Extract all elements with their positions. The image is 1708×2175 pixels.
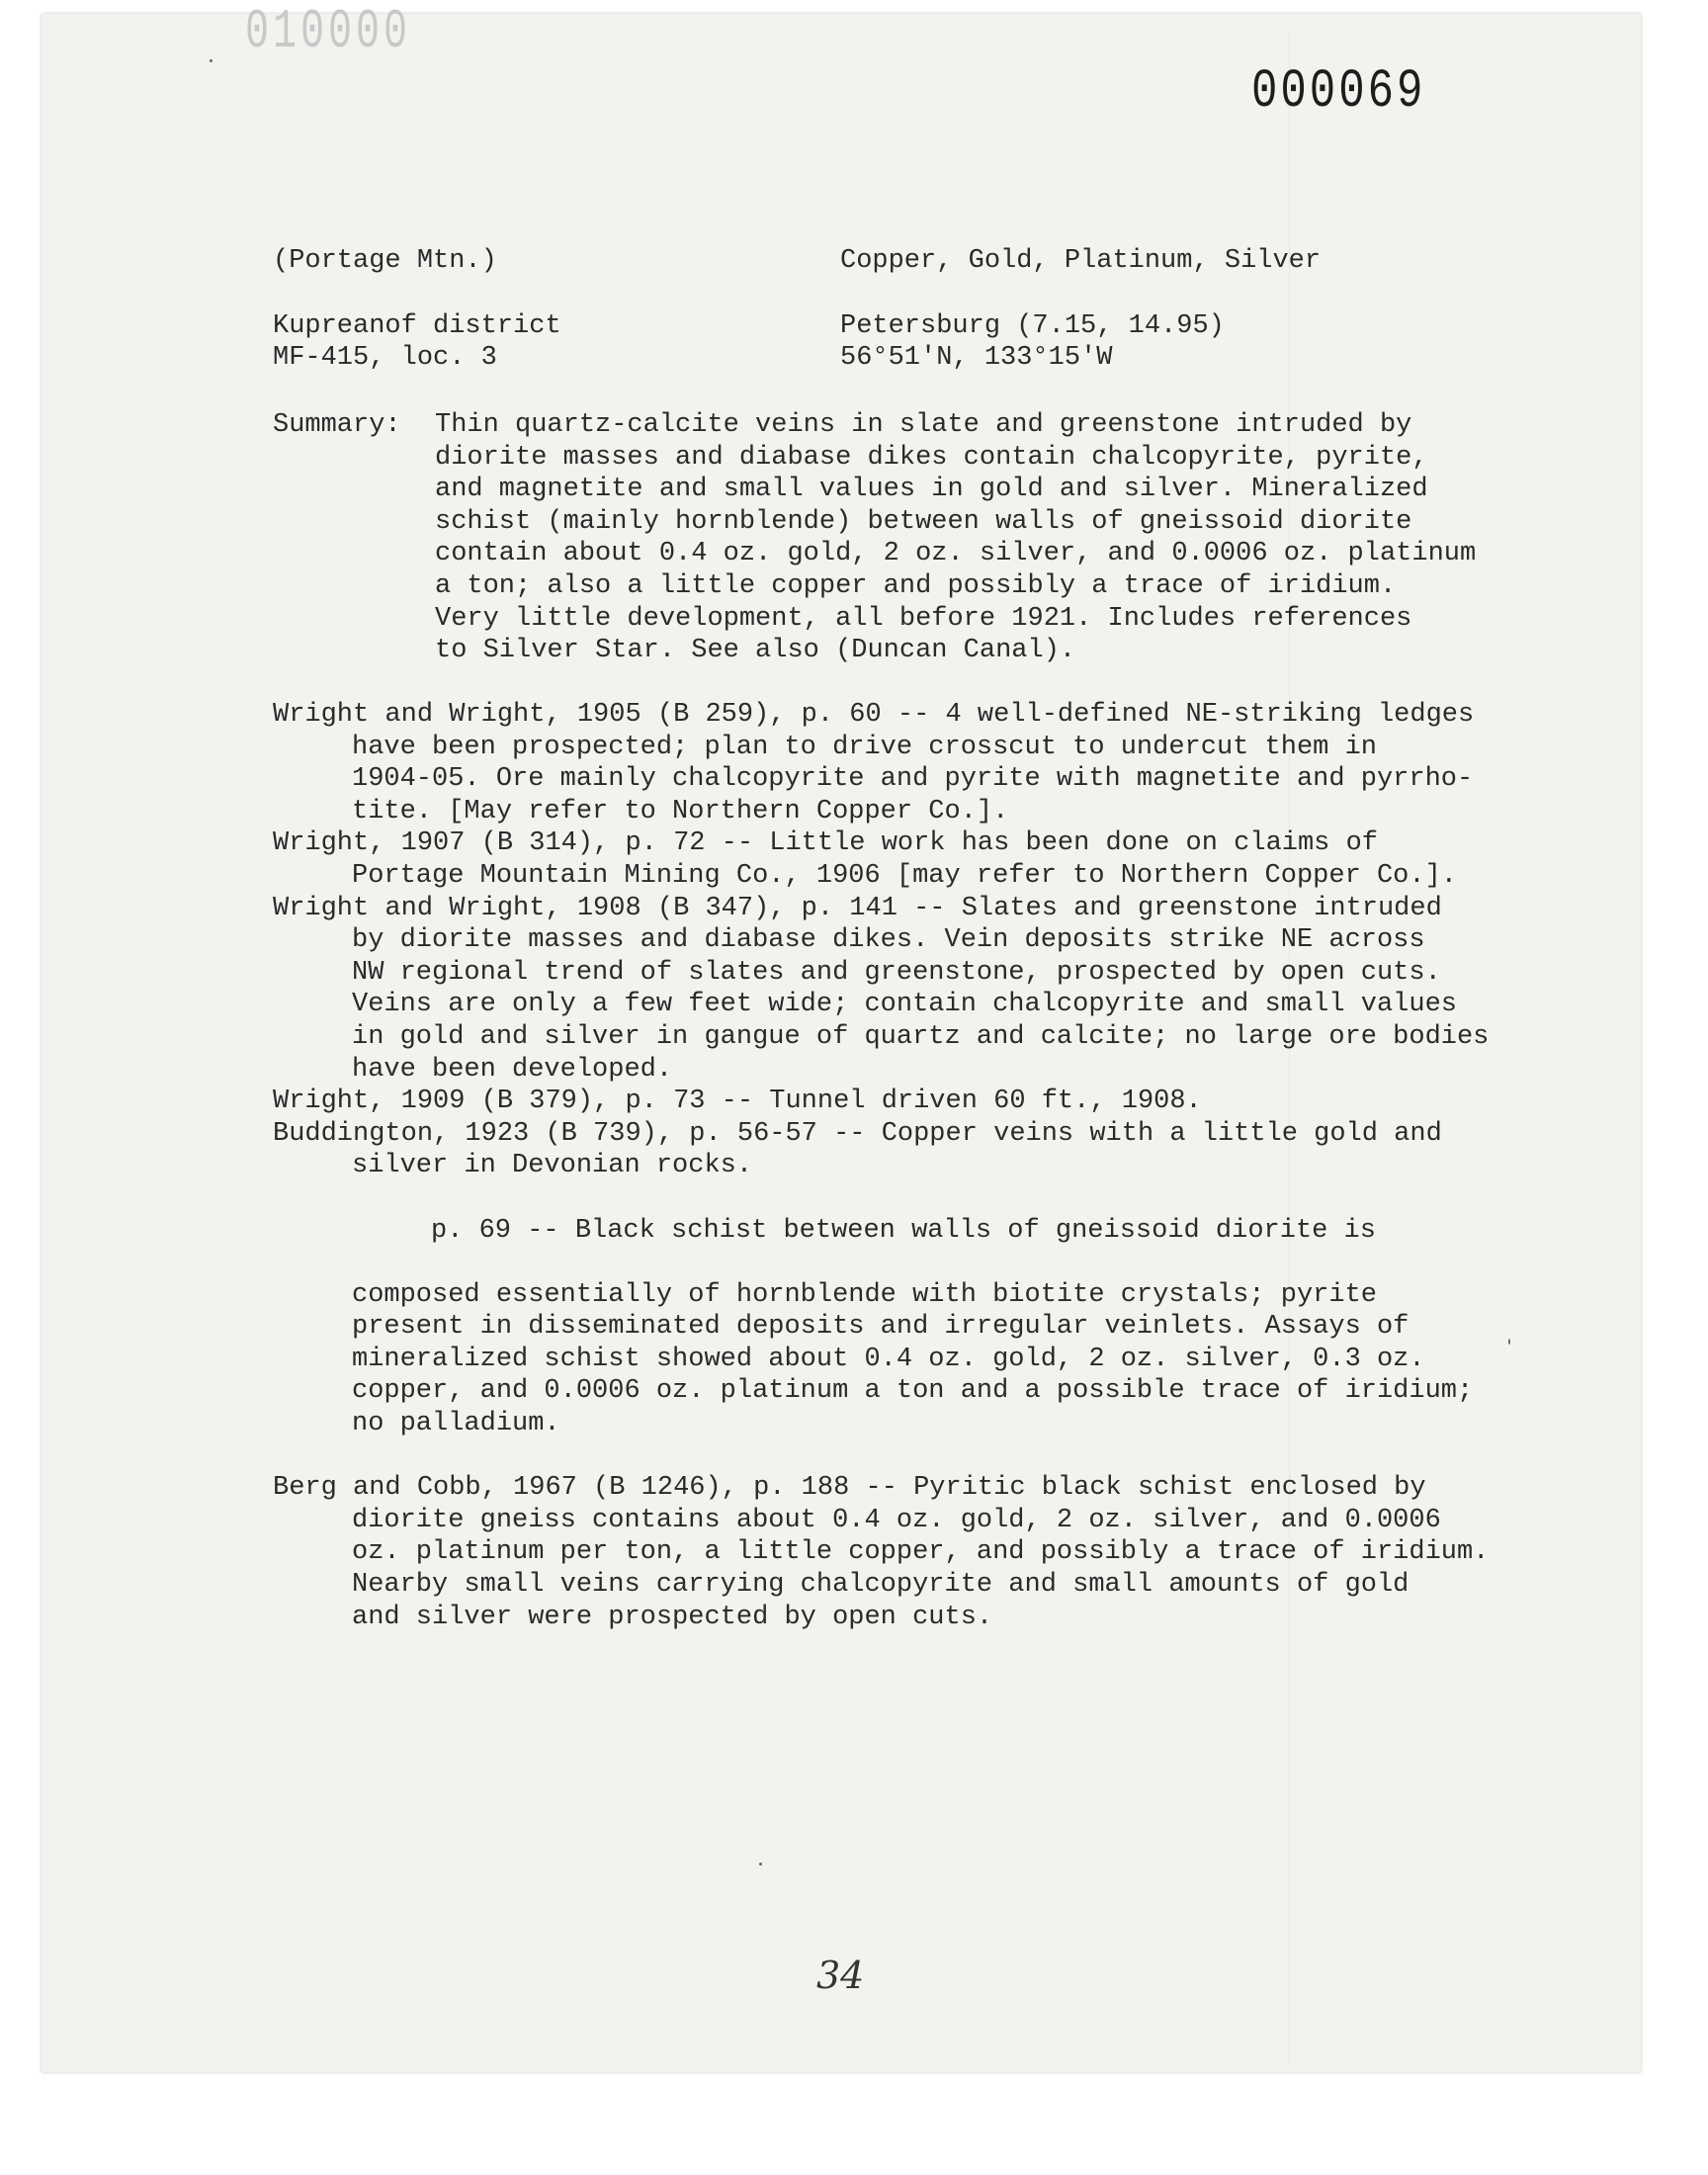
sub-reference-body: composed essentially of hornblende with biotite crystals; pyrite present in disseminated deposits and irregular veinlets. Assays of mineralized schist showed about 0.4 oz. gold, 2 oz. silver, 0.3 oz. copper, and 0.0006 oz. platinum a ton and a possible trace of iridium; no palladium. — [352, 1279, 1474, 1439]
bleed-through-number: 010000 — [245, 2, 412, 64]
page-number: 34 — [816, 1954, 865, 1997]
map-reference: MF-415, loc. 3 — [273, 343, 497, 373]
commodities: Copper, Gold, Platinum, Silver — [840, 246, 1322, 276]
reference-entry: Wright and Wright, 1905 (B 259), p. 60 -- 4 well-defined NE-striking ledges have been prospected; plan to drive crosscut to undercut them in 1904-05. Ore mainly chalcopyrite and pyrite with magnetite and pyrrho- tite. [May refer to Northern Copper Co.]. — [273, 700, 1475, 826]
quadrangle: Petersburg (7.15, 14.95) — [840, 311, 1225, 341]
district: Kupreanof district — [273, 311, 561, 341]
coordinates: 56°51'N, 133°15'W — [840, 343, 1113, 373]
references-list — [273, 699, 1518, 1633]
reference-entry: Berg and Cobb, 1967 (B 1246), p. 188 -- Pyritic black schist enclosed by diorite gneiss contains about 0.4 oz. gold, 2 oz. silver, and 0.0006 oz. platinum per ton, a little copper, and possibly a trace of iridium. Nearby small veins carrying chalcopyrite and small amounts of gold and silver were prospected by open cuts. — [273, 1473, 1490, 1632]
sub-reference-first-line: p. 69 -- Black schist between walls of gneissoid diorite is — [431, 1215, 1376, 1246]
reference-entry: Wright and Wright, 1908 (B 347), p. 141 -- Slates and greenstone intruded by diorite masses and diabase dikes. Vein deposits strike NE across NW regional trend of slates and greenstone, prospected by open cuts. Veins are only a few feet wide; contain chalcopyrite and small values in gold and silver in gangue of quartz and calcite; no large ore bodies have been developed. — [273, 893, 1490, 1085]
reference-entry: Wright, 1907 (B 314), p. 72 -- Little work has been done on claims of Portage Mountain Mining Co., 1906 [may refer to Northern Copper Co.]. — [273, 828, 1457, 891]
document-number-stamp: 000069 — [1251, 61, 1426, 124]
sub-reference-entry — [273, 1182, 1518, 1472]
reference-entry: Wright, 1909 (B 379), p. 73 -- Tunnel driven 60 ft., 1908. — [273, 1087, 1202, 1117]
reference-entry: Buddington, 1923 (B 739), p. 56-57 -- Copper veins with a little gold and silver in Devonian rocks. — [273, 1118, 1442, 1181]
summary-text: Thin quartz-calcite veins in slate and greenstone intruded by diorite masses and diabase dikes contain chalcopyrite, pyrite, and magnetite and small values in gold and silver. Mineralized schist (mainly hornblende) between walls of gneissoid diorite contain about 0.4 oz. gold, 2 oz. silver, and 0.0006 oz. platinum a ton; also a little copper and possibly a trace of iridium. Very little development, all before 1921. Includes references to Silver Star. See also (Duncan Canal). — [435, 410, 1477, 666]
scan-speck — [759, 1863, 762, 1866]
deposit-name: (Portage Mtn.) — [273, 246, 497, 276]
summary-label: Summary: — [273, 410, 401, 440]
scan-speck — [210, 59, 213, 62]
scan-speck — [1508, 1339, 1510, 1345]
